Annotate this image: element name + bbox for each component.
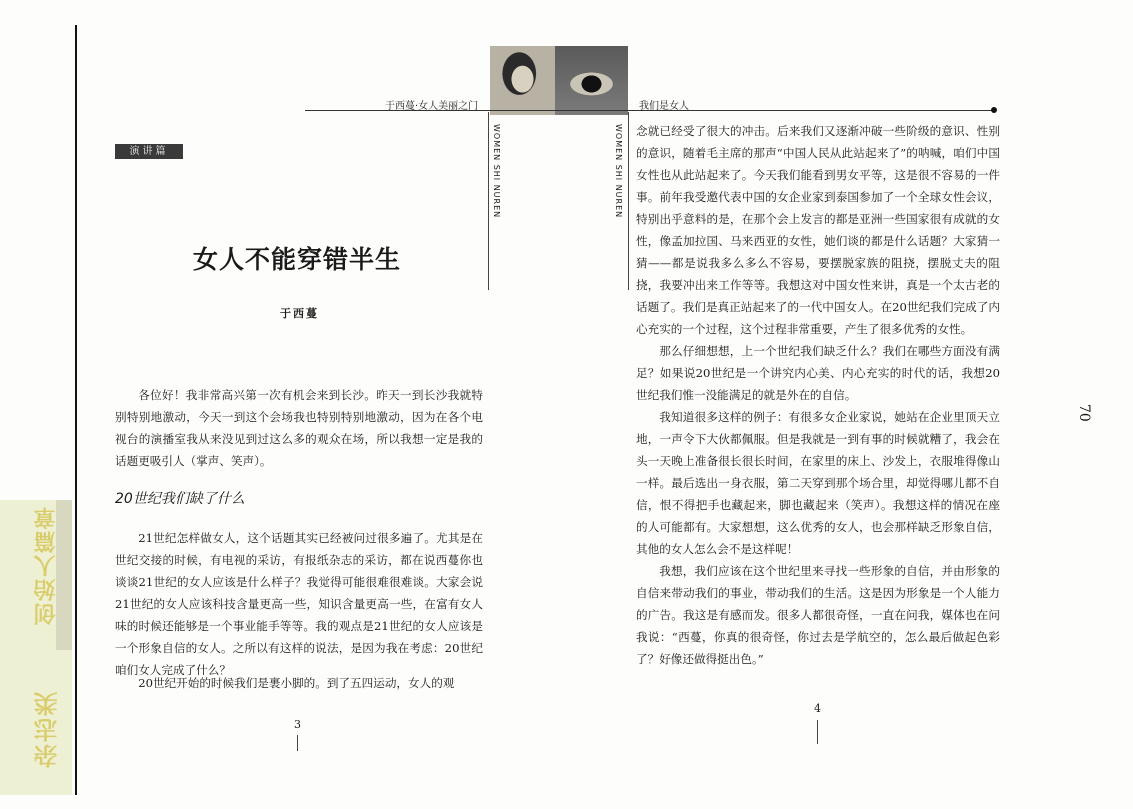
left-paragraph-2: 21世纪怎样做女人，这个话题其实已经被问过很多遍了。尤其是在世纪交接的时候，有电视的采访，有报纸杂志的采访，都在说西蔓你也谈谈21世纪的女人应该是什么样子？我觉得可能很难很难谈。大家会说21世纪的女人应该科技含量更高一些，知识含量更高一些，在富有女人味的时候还能够是一个事业能手等等。我的观点是21世纪的女人应该是一个形象自信的女人。之所以有这样的说法，是因为我在考虑：20世纪咱们女人完成了什么？ — [115, 531, 483, 677]
binding-line — [75, 25, 77, 795]
page-number-right: 4 — [814, 702, 821, 715]
right-paragraph-4: 我想，我们应该在这个世纪里来寻找一些形象的自信，并由形象的自信来带动我们的事业，带动我们的生活。这是因为形象是一个人能力的广告。我这是有感而发。很多人都很奇怪，一直在问我，媒体也在问我说：“西蔓，你真的很奇怪，你过去是学航空的，怎么最后做起色彩了？好像还做得挺出色。” — [636, 564, 1000, 666]
section-tag: 演讲篇 — [115, 144, 183, 159]
right-page-body — [636, 120, 1000, 670]
right-paragraph-1: 念就已经受了很大的冲击。后来我们又逐渐冲破一些阶级的意识、性别的意识，随着毛主席的那声“中国人民从此站起来了”的呐喊，咱们中国女性也从此站起来了。今天我们能看到男女平等，这是很不容易的一件事。前年我受邀代表中国的女企业家到泰国参加了一个全球女性会议，特别出乎意料的是，在那个会上发言的都是亚洲一些国家很有成就的女性，像孟加拉国、马来西亚的女性，她们谈的都是什么话题？大家猜一猜——都是说我多么多么不容易，要摆脱家族的阻挠，摆脱丈夫的阻挠，我要冲出来工作等等。我想这对中国女性来讲，真是一个太古老的话题了。我们是真正站起来了的一代中国女人。在20世纪我们完成了内心充实的一个过程，这个过程非常重要，产生了很多优秀的女性。 — [636, 124, 1000, 336]
side-category-label: 杂志类 — [33, 690, 62, 768]
page-number-left-rule — [297, 735, 298, 751]
right-paragraph-2: 那么仔细想想，上一个世纪我们缺乏什么？我们在哪些方面没有满足？如果说20世纪是一个讲究内心美、内心充实的时代的话，我想20世纪我们惟一没能满足的就是外在的自信。 — [636, 344, 1000, 402]
page-number-right-rule — [817, 720, 818, 744]
vertical-rule-right — [628, 112, 629, 290]
article-author: 于西蔓 — [280, 307, 319, 320]
running-head-left: 于西蔓·女人美丽之门 — [385, 101, 479, 112]
folio-number: 70 — [1076, 404, 1092, 422]
running-head-right: 我们是女人 — [639, 101, 689, 112]
page-number-left: 3 — [294, 718, 301, 731]
eye-photo — [555, 46, 628, 115]
vertical-rule-left — [488, 112, 489, 290]
header-dot — [991, 107, 997, 113]
vertical-english-right: WOMEN SHI NUREN — [614, 124, 623, 219]
portrait-photo — [490, 46, 555, 115]
right-paragraph-3: 我知道很多这样的例子：有很多女企业家说，她站在企业里顶天立地，一声令下大伙都佩服。但是我就是一到有事的时候就糟了，我会在头一天晚上准备很长很长时间，在家里的床上、沙发上，衣服堆得像山一样。最后选出一身衣服，第二天穿到那个场合里，却觉得哪儿都不自信，恨不得把手也藏起来，脚也藏起来（笑声）。我想这样的情况在座的人可能都有。大家想想，这么优秀的女人，也会那样缺乏形象自信，其他的女人怎么会不是这样呢！ — [636, 410, 1000, 556]
subheading: 20世纪我们缺了什么 — [115, 491, 245, 507]
side-chapter-label: 创始人篇章 — [33, 505, 59, 625]
vertical-english-left: WOMEN SHI NUREN — [492, 124, 501, 219]
left-paragraph-1: 各位好！我非常高兴第一次有机会来到长沙。昨天一到长沙我就特别特别地激动，今天一到这个会场我也特别特别地激动，因为在各个电视台的演播室我从来没见到过这么多的观众在场，所以我想一定是我的话题更吸引人（掌声、笑声）。 — [115, 388, 483, 468]
left-paragraph-3: 20世纪开始的时候我们是裹小脚的。到了五四运动，女人的观 — [138, 676, 455, 690]
article-title: 女人不能穿错半生 — [193, 245, 402, 274]
